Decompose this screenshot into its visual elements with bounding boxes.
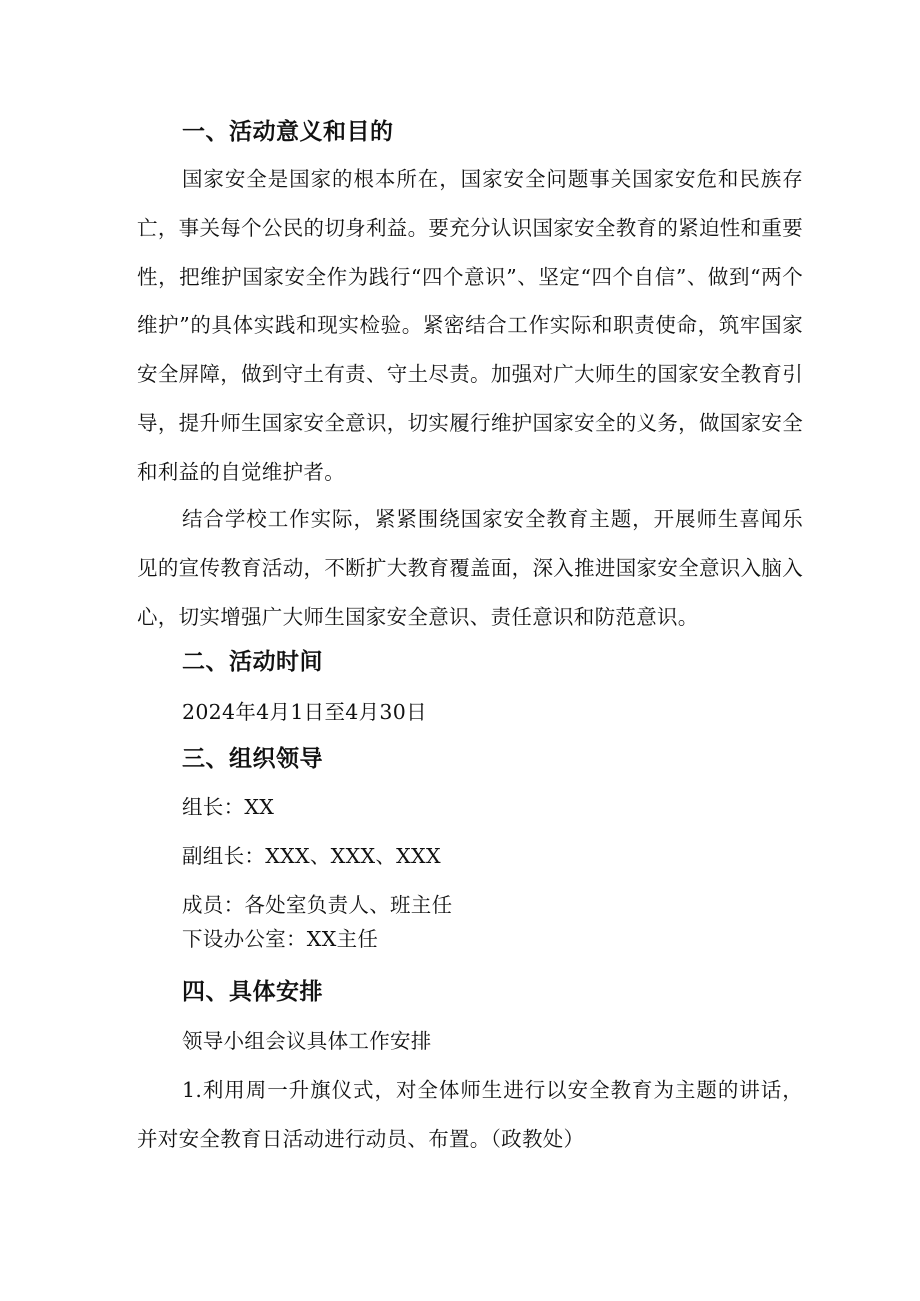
- group-leader: 组长：XX: [182, 795, 275, 819]
- activity-date: 2024年4月1日至4月30日: [182, 700, 427, 724]
- arrangement-item-1: 1.利用周一升旗仪式，对全体师生进行以安全教育为主题的讲话，并对安全教育日活动进行动员、布置。（政教处）: [137, 1078, 803, 1151]
- section-1-paragraph-2: 结合学校工作实际，紧紧围绕国家安全教育主题，开展师生喜闻乐见的宣传教育活动，不断扩大教育覆盖面，深入推进国家安全意识入脑入心，切实增强广大师生国家安全意识、责任意识和防范意识。: [137, 507, 803, 629]
- section-3-heading: 三、组织领导: [182, 746, 323, 772]
- group-members: 成员：各处室负责人、班主任: [182, 893, 453, 917]
- section-1-paragraph-1: 国家安全是国家的根本所在，国家安全问题事关国家安危和民族存亡，事关每个公民的切身利益。要充分认识国家安全教育的紧迫性和重要性，把维护国家安全作为践行“四个意识”、坚定“四个自信”、做到“两个维护”的具体实践和现实检验。紧密结合工作实际和职责使命，筑牢国家安全屏障，做到守土有责、守土尽责。加强对广大师生的国家安全教育引导，提升师生国家安全意识，切实履行维护国家安全的义务，做国家安全和利益的自觉维护者。: [137, 167, 803, 484]
- deputy-leaders: 副组长：XXX、XXX、XXX: [182, 844, 441, 868]
- section-4-heading: 四、具体安排: [182, 979, 323, 1005]
- arrangement-intro: 领导小组会议具体工作安排: [182, 1029, 432, 1053]
- office-director: 下设办公室：XX主任: [182, 927, 379, 951]
- section-2-heading: 二、活动时间: [182, 649, 323, 675]
- section-1-heading: 一、活动意义和目的: [182, 119, 394, 145]
